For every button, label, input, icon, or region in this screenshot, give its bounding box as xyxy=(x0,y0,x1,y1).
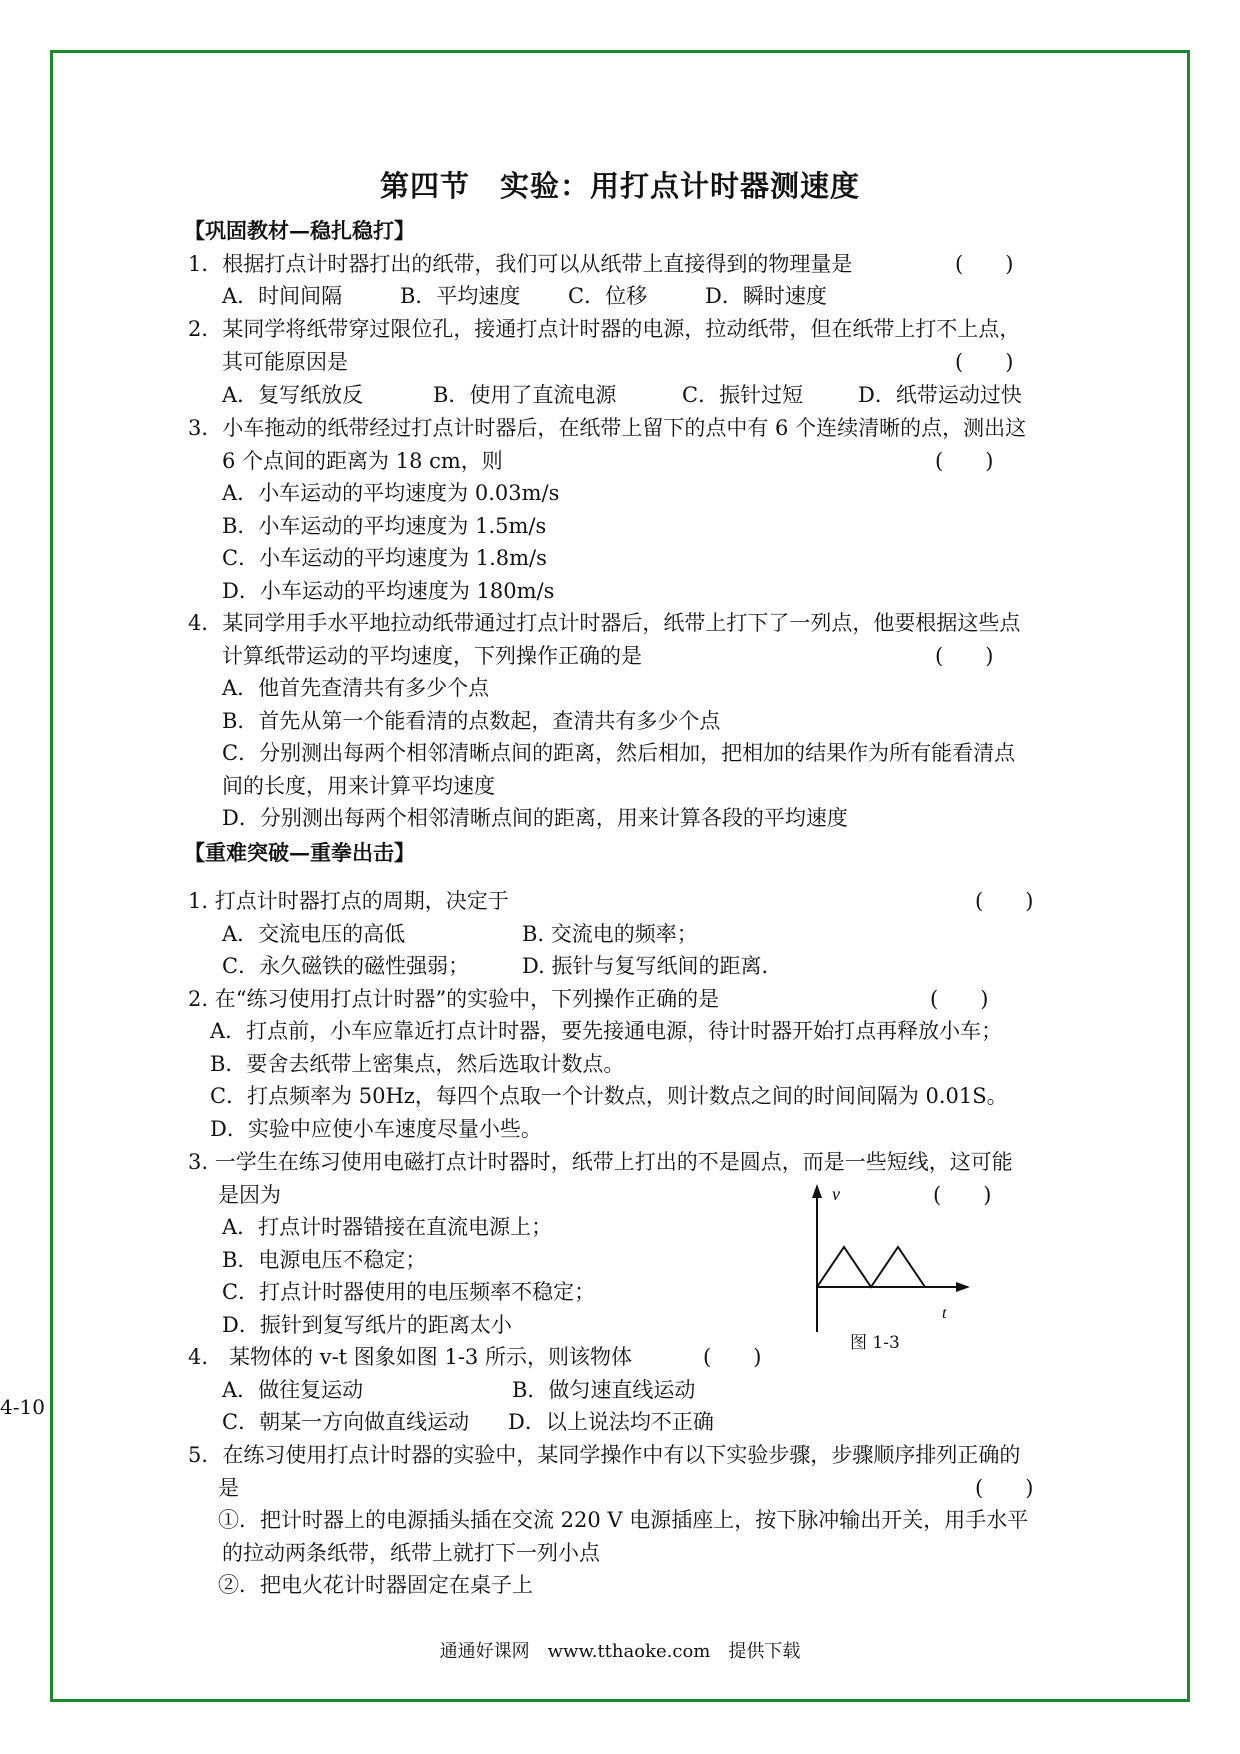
s1-q3-stem-line1: 3．小车拖动的纸带经过打点计时器后，在纸带上留下的点中有 6 个连续清晰的点，测出这 xyxy=(188,416,1027,440)
s2-q2-option-b: B．要舍去纸带上密集点，然后选取计数点。 xyxy=(210,1052,625,1076)
s1-q2-option-d: D．纸带运动过快 xyxy=(858,383,1022,407)
vt-curve xyxy=(817,1247,925,1287)
s2-q2-answer-blank: ( ) xyxy=(930,987,989,1011)
s2-q5-step2: ②．把电火花计时器固定在桌子上 xyxy=(218,1573,533,1597)
s2-q2-option-c: C．打点频率为 50Hz，每四个点取一个计数点，则计数点之间的时间间隔为 0.01S。 xyxy=(210,1084,1008,1108)
s2-q3-answer-blank: ( ) xyxy=(933,1183,992,1207)
s2-q1-option-d: D. 振针与复写纸间的距离. xyxy=(522,954,769,978)
s1-q4-option-d: D．分别测出每两个相邻清晰点间的距离，用来计算各段的平均速度 xyxy=(222,806,848,830)
figure-caption: 图 1-3 xyxy=(850,1333,900,1353)
section-heading-breakthrough: 【重难突破—重拳出击】 xyxy=(184,840,415,865)
s2-q3-option-b: B．电源电压不稳定； xyxy=(222,1248,427,1272)
s1-q2-stem-line1: 2．某同学将纸带穿过限位孔，接通打点计时器的电源，拉动纸带，但在纸带上打不上点， xyxy=(188,317,1021,341)
s1-q2-option-b: B．使用了直流电源 xyxy=(433,383,617,407)
s2-q4-answer-blank: ( ) xyxy=(703,1345,762,1369)
s2-q3-stem-line2: 是因为 xyxy=(218,1183,281,1207)
s2-q2-option-a: A．打点前，小车应靠近打点计时器，要先接通电源，待计时器开始打点再释放小车； xyxy=(210,1019,1003,1043)
s2-q1-stem: 1. 打点计时器打点的周期，决定于 xyxy=(188,889,509,913)
s1-q1-answer-blank: ( ) xyxy=(955,252,1014,276)
s2-q4-option-c: C．朝某一方向做直线运动 xyxy=(222,1410,470,1434)
s2-q4-option-d: D．以上说法均不正确 xyxy=(508,1410,714,1434)
s1-q3-option-c: C．小车运动的平均速度为 1.8m/s xyxy=(222,546,547,570)
s1-q2-option-c: C．振针过短 xyxy=(682,383,804,407)
s1-q1-stem: 1．根据打点计时器打出的纸带，我们可以从纸带上直接得到的物理量是 xyxy=(188,252,853,276)
section-heading-consolidate: 【巩固教材—稳扎稳打】 xyxy=(184,218,415,243)
s1-q3-stem-line2: 6 个点间的距离为 18 cm，则 xyxy=(222,449,503,473)
s1-q3-option-a: A．小车运动的平均速度为 0.03m/s xyxy=(222,481,560,505)
s2-q4-option-b: B．做匀速直线运动 xyxy=(512,1378,696,1402)
s1-q1-option-a: A．时间间隔 xyxy=(222,284,343,308)
s2-q5-step1-line2: 的拉动两条纸带，纸带上就打下一列小点 xyxy=(222,1541,600,1565)
s1-q1-option-b: B．平均速度 xyxy=(400,284,521,308)
s1-q3-option-b: B．小车运动的平均速度为 1.5m/s xyxy=(222,514,547,538)
s1-q2-option-a: A．复写纸放反 xyxy=(222,383,364,407)
s2-q2-stem: 2. 在“练习使用打点计时器”的实验中，下列操作正确的是 xyxy=(188,987,720,1011)
s2-q5-stem-line1: 5．在练习使用打点计时器的实验中，某同学操作中有以下实验步骤，步骤顺序排列正确的 xyxy=(188,1443,1021,1467)
s1-q2-answer-blank: ( ) xyxy=(955,350,1014,374)
v-axis-arrow-icon xyxy=(812,1184,822,1198)
s2-q3-option-d: D．振针到复写纸片的距离太小 xyxy=(222,1313,512,1337)
s1-q3-option-d: D．小车运动的平均速度为 180m/s xyxy=(222,579,555,603)
t-axis-arrow-icon xyxy=(956,1282,970,1292)
s2-q2-option-d: D．实验中应使小车速度尽量小些。 xyxy=(210,1117,542,1141)
s2-q4-option-a: A．做往复运动 xyxy=(222,1378,364,1402)
s2-q1-option-b: B. 交流电的频率； xyxy=(522,922,698,946)
s2-q1-option-a: A．交流电压的高低 xyxy=(222,922,406,946)
s2-q1-option-c: C．永久磁铁的磁性强弱； xyxy=(222,954,470,978)
s2-q4-stem: 4. 某物体的 v-t 图象如图 1-3 所示，则该物体 xyxy=(188,1345,632,1369)
s2-q3-stem-line1: 3. 一学生在练习使用电磁打点计时器时，纸带上打出的不是圆点，而是一些短线，这可能 xyxy=(188,1150,1013,1174)
s1-q2-stem-line2: 其可能原因是 xyxy=(222,350,348,374)
t-axis-label: t xyxy=(942,1305,947,1322)
s2-q5-stem-line2: 是 xyxy=(218,1476,239,1500)
s1-q4-option-b: B．首先从第一个能看清的点数起，查清共有多少个点 xyxy=(222,709,721,733)
s1-q4-stem-line2: 计算纸带运动的平均速度，下列操作正确的是 xyxy=(222,644,642,668)
page-footer: 通通好课网 www.tthaoke.com 提供下载 xyxy=(439,1641,801,1662)
s1-q4-option-c-line2: 间的长度，用来计算平均速度 xyxy=(222,774,495,798)
page-title: 第四节 实验：用打点计时器测速度 xyxy=(379,169,860,203)
s2-q3-option-a: A．打点计时器错接在直流电源上； xyxy=(222,1215,553,1239)
s2-q3-option-c: C．打点计时器使用的电压频率不稳定； xyxy=(222,1280,596,1304)
s1-q1-option-c: C．位移 xyxy=(568,284,648,308)
s1-q4-option-c-line1: C．分别测出每两个相邻清晰点间的距离，然后相加，把相加的结果作为所有能看清点 xyxy=(222,741,1016,765)
s2-q5-answer-blank: ( ) xyxy=(975,1476,1034,1500)
s2-q5-step1-line1: ①．把计时器上的电源插头插在交流 220 V 电源插座上，按下脉冲输出开关，用手水平 xyxy=(218,1508,1029,1532)
side-page-mark: 4-10 xyxy=(0,1395,45,1419)
s1-q4-answer-blank: ( ) xyxy=(935,644,994,668)
s1-q3-answer-blank: ( ) xyxy=(935,449,994,473)
s2-q1-answer-blank: ( ) xyxy=(975,889,1034,913)
s1-q1-option-d: D．瞬时速度 xyxy=(705,284,827,308)
s1-q4-option-a: A．他首先查清共有多少个点 xyxy=(222,676,490,700)
s1-q4-stem-line1: 4．某同学用手水平地拉动纸带通过打点计时器后，纸带上打下了一列点，他要根据这些点 xyxy=(188,611,1021,635)
v-axis-label: v xyxy=(832,1184,840,1204)
